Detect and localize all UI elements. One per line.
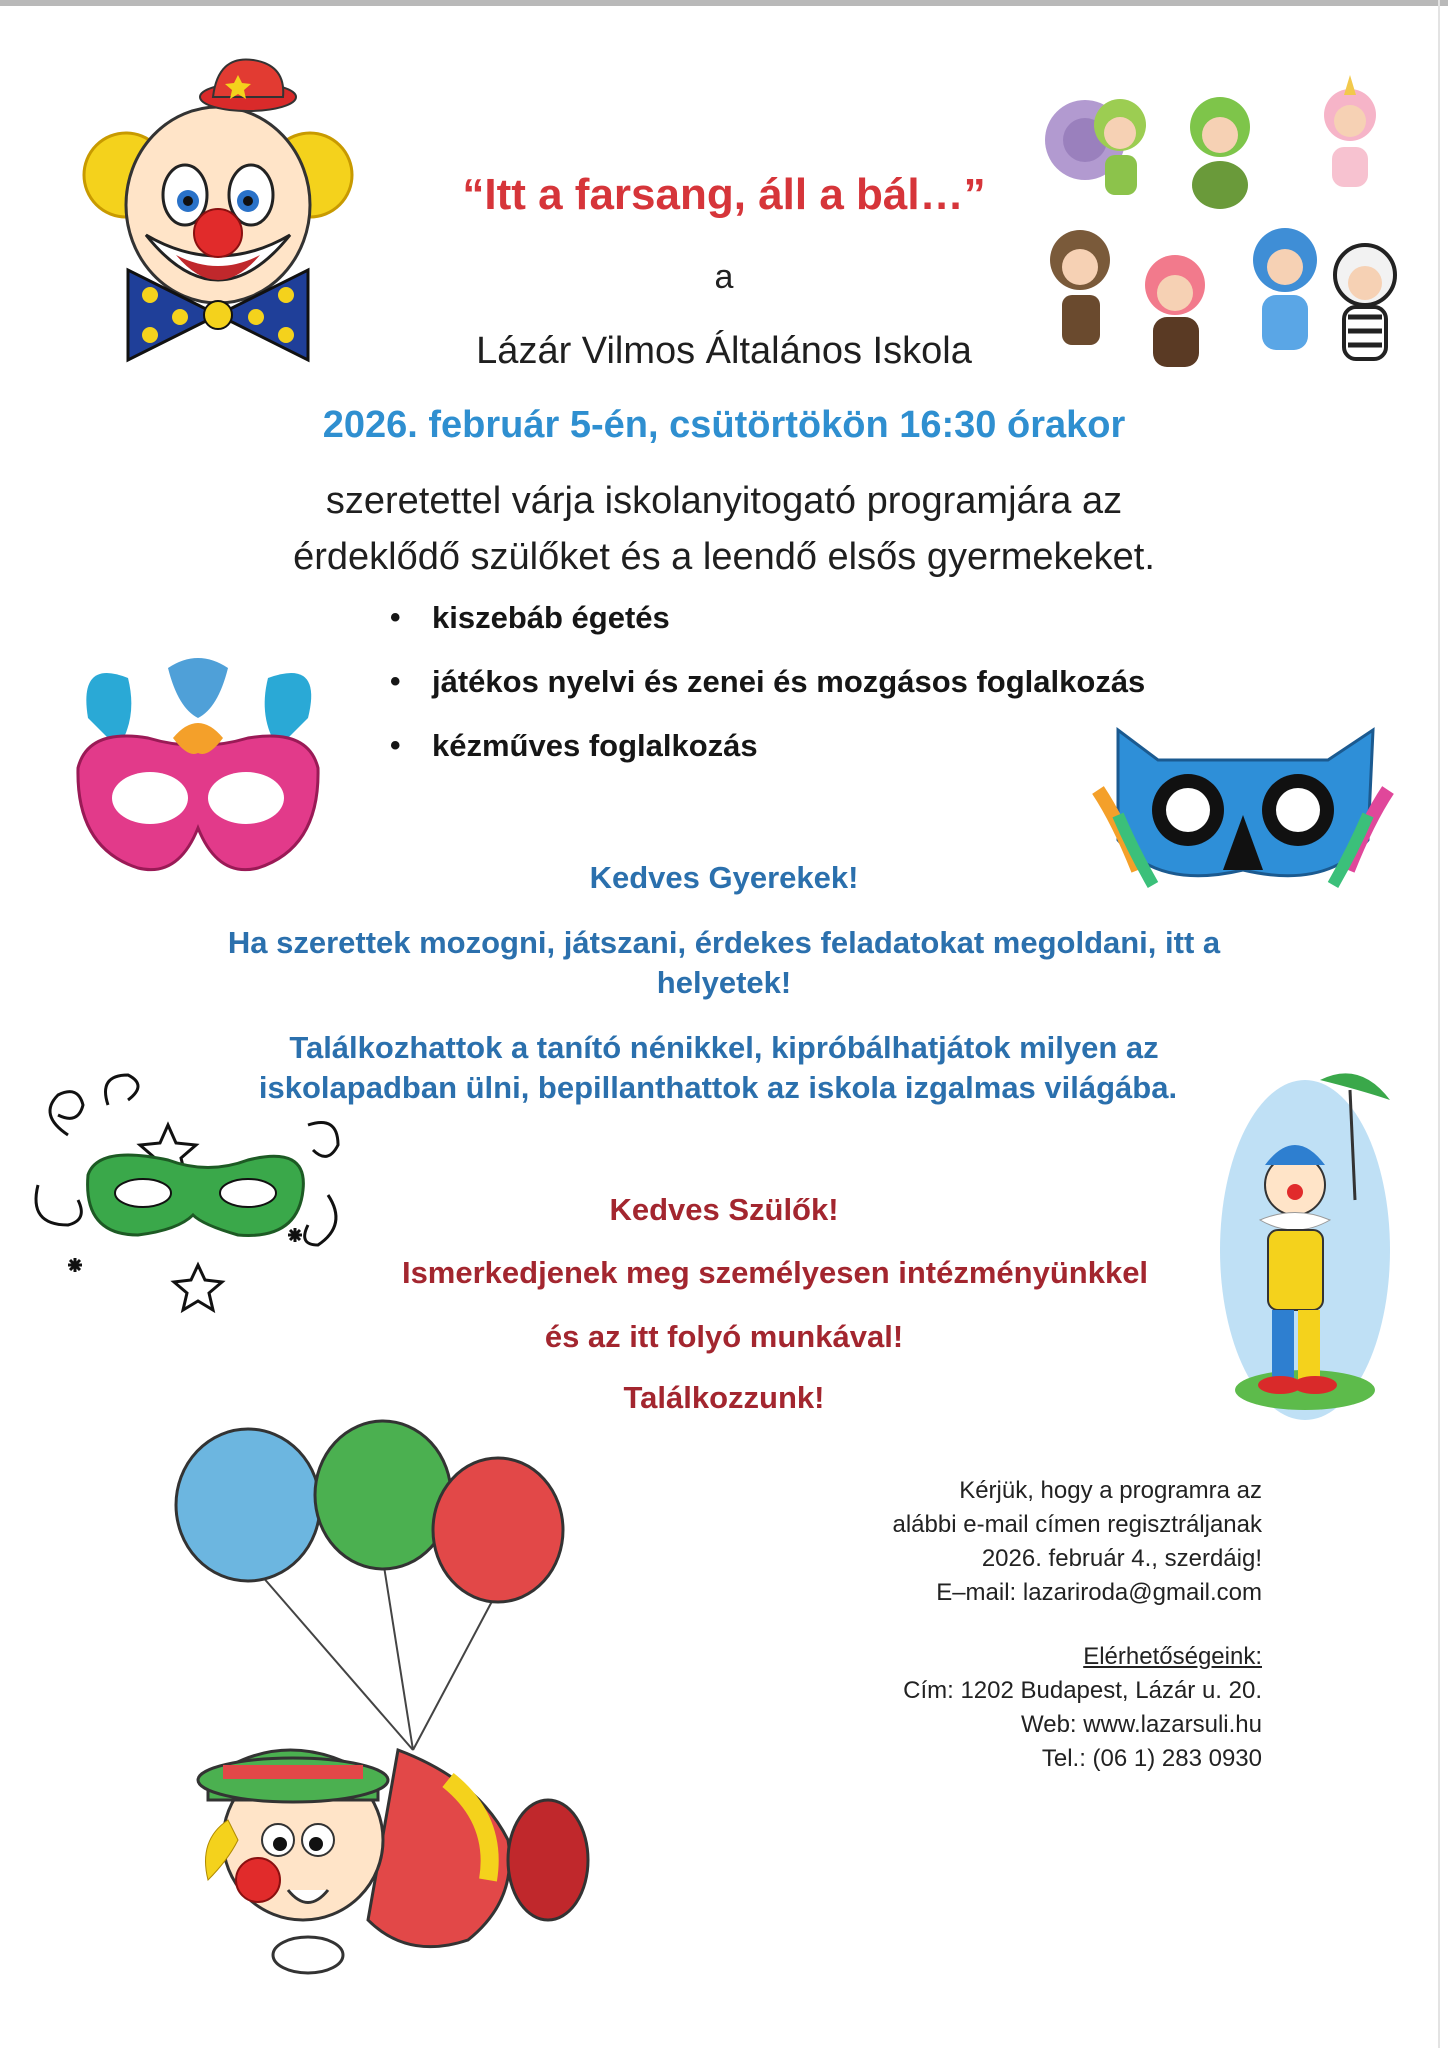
- animal-costume-kids-illustration: [1030, 55, 1400, 395]
- intro-line-1: szeretettel várja iskolanyitogató programjára az: [325, 480, 1123, 522]
- clown-face-illustration: [88, 55, 348, 365]
- program-item: • kézműves foglalkozás: [390, 726, 1145, 790]
- green-mask-illustration: [28, 1065, 368, 1305]
- connector-word: a: [714, 258, 734, 296]
- contact-web: Web: www.lazarsuli.hu: [1021, 1711, 1262, 1738]
- scan-edge-top: [0, 0, 1448, 6]
- carnival-mask-illustration: [58, 658, 338, 888]
- contact-address: Cím: 1202 Budapest, Lázár u. 20.: [903, 1677, 1262, 1704]
- kids-paragraph-1-line-1: Ha szerettek mozogni, játszani, érdekes feladatokat megoldani, itt a: [227, 925, 1221, 960]
- intro-line-2: érdeklődő szülőket és a leendő elsős gyermekeket.: [293, 536, 1155, 578]
- registration-block: [893, 1474, 1263, 1610]
- registration-line: alábbi e-mail címen regisztráljanak: [892, 1511, 1262, 1538]
- parents-line-1: Ismerkedjenek meg személyesen intézményünkkel: [401, 1255, 1149, 1290]
- event-datetime: 2026. február 5-én, csütörtökön 16:30 órakor: [322, 404, 1126, 446]
- owl-mask-illustration: [1098, 720, 1388, 900]
- kids-paragraph-2-line-1: Találkozhattok a tanító nénikkel, kipróbálhatjátok milyen az: [289, 1030, 1159, 1065]
- program-list: [390, 598, 1145, 790]
- poster-title: “Itt a farsang, áll a bál…”: [462, 170, 986, 219]
- registration-email: E–mail: lazariroda@gmail.com: [936, 1579, 1262, 1606]
- clown-balloons-illustration: [168, 1420, 578, 1980]
- school-name: Lázár Vilmos Általános Iskola: [476, 330, 972, 372]
- registration-deadline: 2026. február 4., szerdáig!: [981, 1545, 1262, 1572]
- registration-line: Kérjük, hogy a programra az: [959, 1477, 1262, 1504]
- program-item: • játékos nyelvi és zenei és mozgásos foglalkozás: [390, 662, 1145, 726]
- closing-line: Találkozzunk!: [623, 1380, 825, 1415]
- clown-umbrella-illustration: [1210, 1070, 1400, 1420]
- contact-phone: Tel.: (06 1) 283 0930: [1041, 1745, 1262, 1772]
- contacts-heading: Elérhetőségeink:: [1083, 1643, 1262, 1670]
- kids-paragraph-1-line-2: helyetek!: [656, 965, 792, 1000]
- scan-edge-right: [1438, 0, 1440, 2048]
- parents-heading: Kedves Szülők!: [609, 1192, 839, 1227]
- kids-heading: Kedves Gyerekek!: [589, 860, 859, 895]
- kids-paragraph-2-line-2: iskolapadban ülni, bepillanthattok az iskola izgalmas világába.: [258, 1070, 1178, 1105]
- program-item: • kiszebáb égetés: [390, 598, 1145, 662]
- contacts-block: [903, 1640, 1262, 1776]
- parents-line-2: és az itt folyó munkával!: [544, 1319, 904, 1354]
